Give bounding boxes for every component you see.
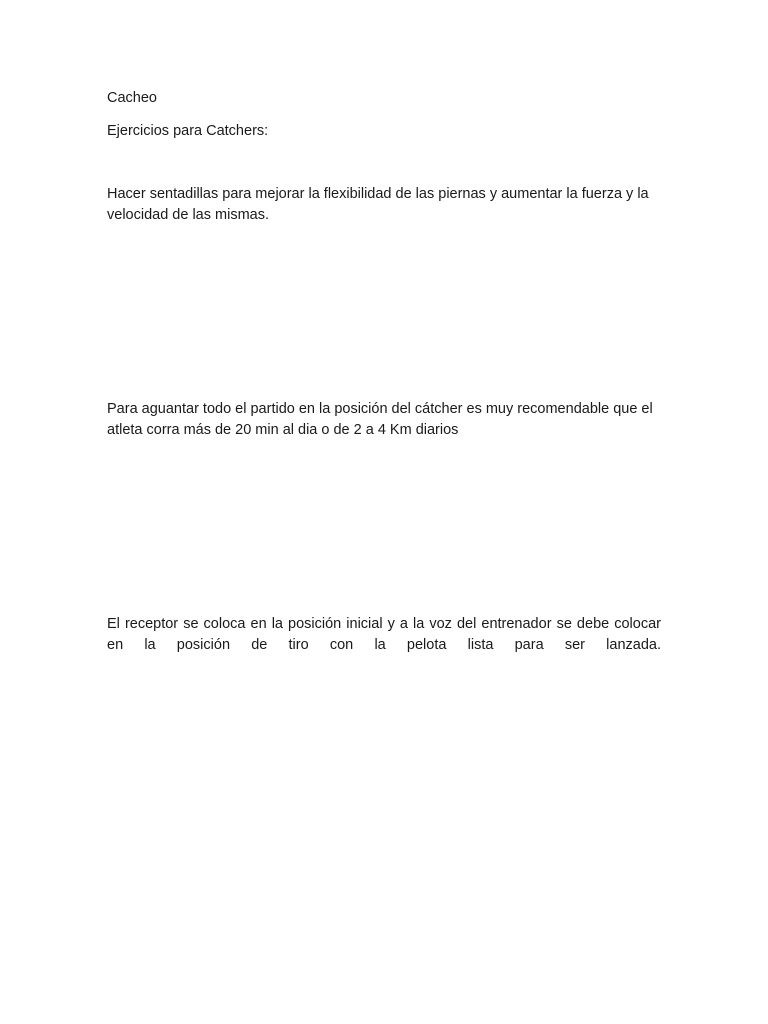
paragraph-aguantar-partido: Para aguantar todo el partido en la posición del cátcher es muy recomendable que el atleta corra más de 20 min al dia o de 2 a 4 Km diarios bbox=[107, 401, 653, 438]
paragraph-receptor: El receptor se coloca en la posición inicial y a la voz del entrenador se debe colocar en la posición de tiro con la pelota lista para ser lanzada. bbox=[107, 616, 661, 653]
document-subtitle: Ejercicios para Catchers: bbox=[107, 123, 269, 139]
paragraph-sentadillas: Hacer sentadillas para mejorar la flexibilidad de las piernas y aumentar la fuerza y la velocidad de las mismas. bbox=[107, 186, 649, 223]
document-title: Cacheo bbox=[107, 90, 157, 106]
